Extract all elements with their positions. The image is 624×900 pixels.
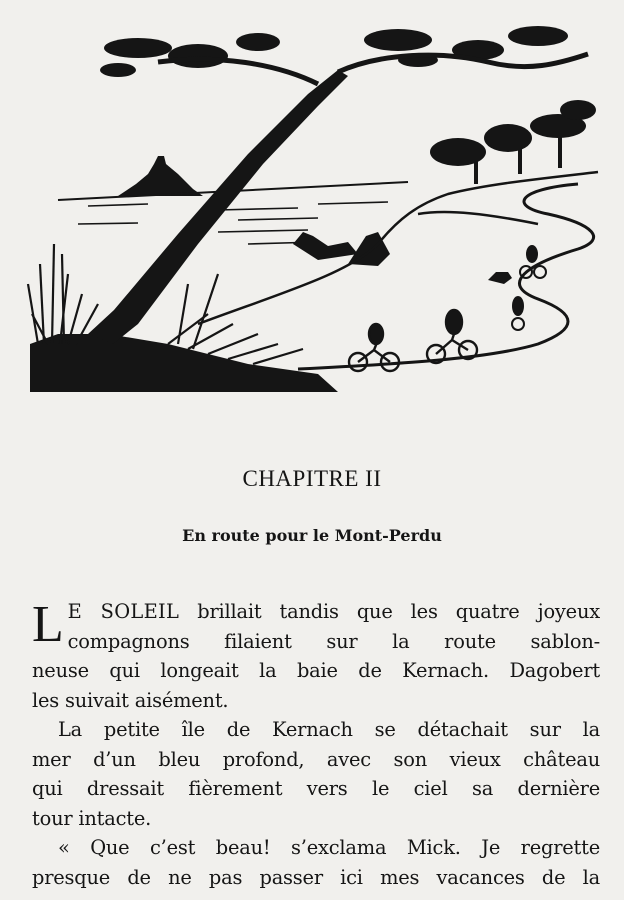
paragraph-1-line-3: neuse qui longeait la baie de Kernach. Dagobert [32, 659, 600, 682]
paragraph-2-line-2: mer d’un bleu profond, avec son vieux château [32, 747, 600, 771]
tree-canopy [100, 26, 568, 77]
illustration-coastal-road-cyclists [18, 14, 610, 394]
sea-waves [78, 202, 388, 244]
dog [488, 272, 512, 284]
tree-trunk [88, 70, 348, 344]
dune-line [198, 172, 598, 324]
distant-trees [430, 100, 596, 184]
paragraph-2-line-1: La petite île de Kernach se détachait sur la [58, 718, 600, 741]
paragraph-1-line-1-rest: brillait tandis que les quatre joyeux [179, 600, 600, 623]
paragraph-1-line-2: compagnons filaient sur la route sablon- [67, 629, 600, 653]
rocks [293, 232, 358, 260]
cyclist-3 [512, 297, 524, 330]
chapter-title: CHAPITRE II [242, 466, 382, 491]
tree-branches [158, 54, 588, 84]
paragraph-1-line-1 [32, 597, 600, 627]
island-castle [118, 156, 203, 196]
cyclist-2 [427, 310, 477, 363]
opening-smallcaps: E SOLEIL [67, 600, 180, 623]
road-edge-2 [418, 212, 538, 224]
paragraph-2-line-3: qui dressait fièrement vers le ciel sa dernière [32, 777, 600, 800]
paragraph-1-line-4: les suivait aisément. [32, 688, 229, 712]
paragraph-2-line-4: tour intacte. [32, 806, 152, 830]
paragraph-3-line-2: presque de ne pas passer ici mes vacances de la [32, 865, 600, 889]
paragraph-3-line-1: « Que c’est beau! s’exclama Mick. Je regrette [58, 836, 600, 859]
body-text [32, 597, 600, 892]
drop-cap: L [32, 596, 64, 653]
chapter-subtitle: En route pour le Mont-Perdu [182, 526, 442, 545]
